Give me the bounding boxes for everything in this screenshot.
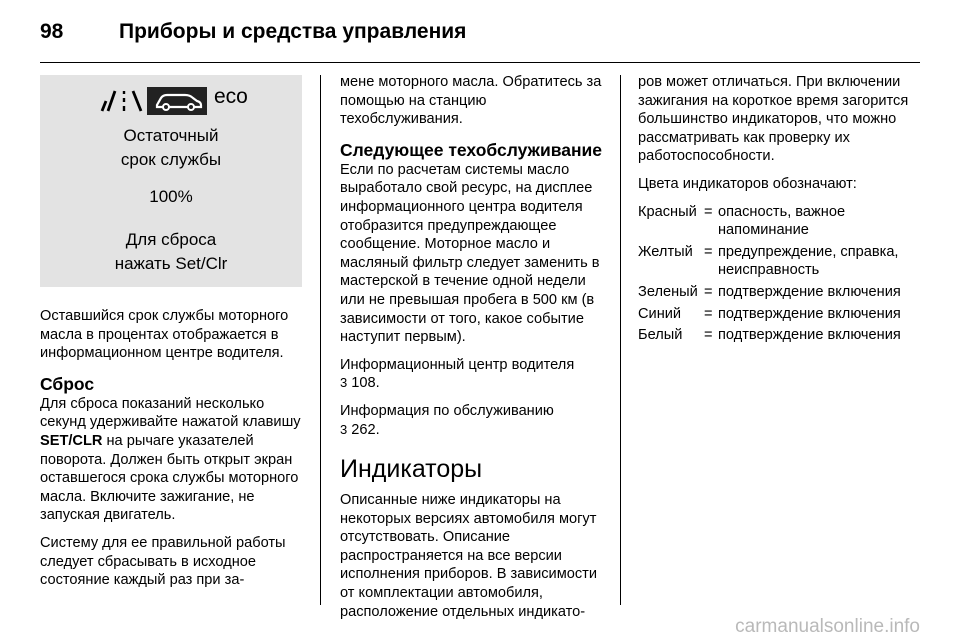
vehicle-ahead-icon bbox=[147, 87, 207, 115]
paragraph: ров может отличаться. При включении зажигания на короткое время загорится большинство индикаторов, что можно рассматривать как проверку их работоспособности. bbox=[638, 74, 909, 165]
lane-markings-icon bbox=[98, 87, 146, 115]
section-heading-next-service: Следующее техобслуживание bbox=[340, 139, 603, 160]
paragraph: Описанные ниже индикаторы на некоторых версиях автомобиля могут отсутствовать. Описание распространяется на все версии исполнения приборов. В зависимости от комплектации автомобиля, расположение отдельных индикато- bbox=[340, 492, 597, 620]
table-row bbox=[638, 203, 922, 243]
header-rule bbox=[40, 62, 920, 63]
section-heading-reset: Сброс bbox=[40, 373, 95, 394]
column-3 bbox=[638, 73, 922, 348]
paragraph: Оставшийся срок службы моторного масла в процентах отображается в информационном центре водителя. bbox=[40, 308, 289, 362]
paragraph: Систему для ее правильной работы следует сбрасывать в исходное состояние каждый раз при за- bbox=[40, 534, 286, 589]
cross-reference[interactable]: Информационный центр водителя 3 108. bbox=[340, 356, 575, 392]
color-name: Желтый bbox=[638, 243, 693, 260]
display-icon-row bbox=[98, 87, 306, 115]
color-meaning: опасность, важное напоминание bbox=[718, 203, 846, 239]
column-divider bbox=[320, 75, 321, 605]
display-line-1: Остаточный bbox=[123, 126, 219, 145]
table-row bbox=[638, 326, 922, 348]
equals-sign: = bbox=[704, 283, 713, 300]
paragraph: Для сброса показаний несколько секунд удерживайте нажатой клавишу SET/CLR на рычаге указателей поворота. Должен быть открыт экран оставшегося срока службы моторного масла. Включите зажигание, не запуская двигатель. bbox=[40, 395, 301, 524]
column-2 bbox=[340, 73, 604, 630]
color-name: Синий bbox=[638, 305, 682, 322]
oil-life-display bbox=[40, 75, 302, 287]
equals-sign: = bbox=[704, 327, 713, 344]
column-1 bbox=[40, 75, 302, 599]
paragraph: мене моторного масла. Обратитесь за помощью на станцию техобслуживания. bbox=[340, 74, 602, 128]
color-name: Красный bbox=[638, 203, 697, 220]
table-row bbox=[638, 305, 922, 327]
key-name: SET/CLR bbox=[40, 432, 103, 449]
xref-arrow-icon: 3 bbox=[340, 421, 348, 437]
xref-arrow-icon: 3 bbox=[340, 375, 348, 391]
indicator-colors-table bbox=[638, 203, 922, 348]
equals-sign: = bbox=[704, 203, 713, 220]
cross-reference[interactable]: Информация по обслуживанию 3 262. bbox=[340, 402, 554, 438]
paragraph: Если по расчетам системы масло выработало свой ресурс, на дисплее информационного центра водителя отобразится предупреждающее сообщение. Моторное масло и масляный фильтр следует заменить в мастерской в течение одной недели или не превышая пробега в 500 км (в зависимости от того, какое событие наступит первым). bbox=[340, 161, 600, 346]
equals-sign: = bbox=[704, 243, 713, 260]
display-reset-line-2: нажать Set/Clr bbox=[114, 254, 228, 273]
display-line-2: срок службы bbox=[120, 150, 222, 169]
eco-label: eco bbox=[214, 85, 248, 108]
watermark: carmanualsonline.info bbox=[735, 616, 920, 637]
table-row bbox=[638, 283, 922, 305]
page-header bbox=[40, 10, 920, 50]
color-meaning: подтверждение включения bbox=[718, 327, 901, 344]
page-title: Приборы и средства управления bbox=[119, 20, 467, 43]
column-divider bbox=[620, 75, 621, 605]
color-name: Белый bbox=[638, 327, 683, 344]
page-number: 98 bbox=[40, 20, 64, 43]
table-row bbox=[638, 243, 922, 283]
section-heading-indicators: Индикаторы bbox=[340, 455, 483, 484]
paragraph: Цвета индикаторов обозначают: bbox=[638, 175, 857, 192]
display-reset-line-1: Для сброса bbox=[125, 230, 217, 249]
color-meaning: подтверждение включения bbox=[718, 283, 901, 300]
color-meaning: предупреждение, справка, неисправность bbox=[718, 243, 899, 279]
equals-sign: = bbox=[704, 305, 713, 322]
oil-life-percent: 100% bbox=[149, 187, 193, 206]
color-meaning: подтверждение включения bbox=[718, 305, 901, 322]
color-name: Зеленый bbox=[638, 283, 698, 300]
